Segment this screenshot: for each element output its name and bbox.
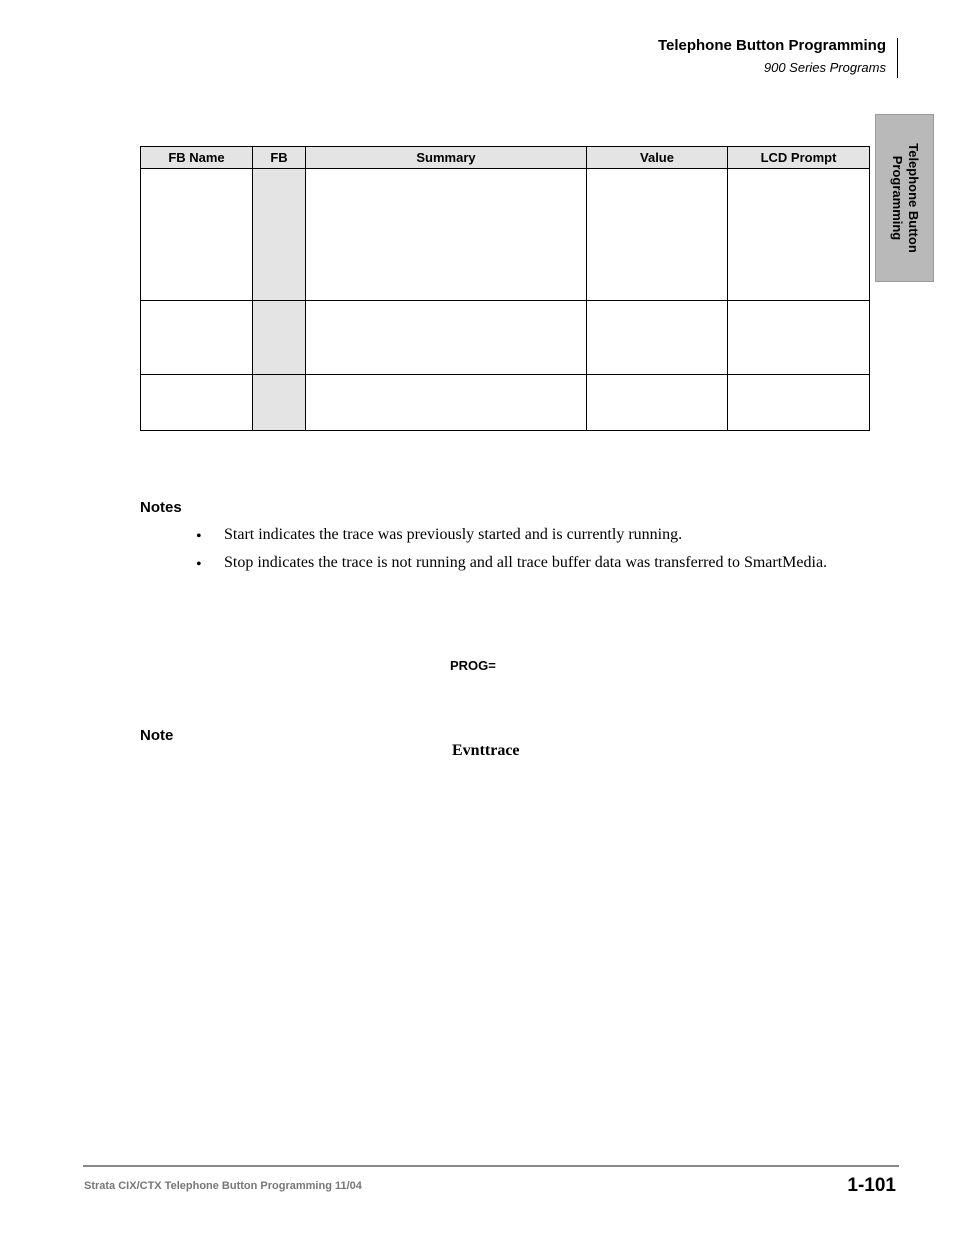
table-cell [253, 301, 306, 375]
table-cell [141, 301, 253, 375]
side-tab-line-2: Programming [889, 155, 905, 241]
table-cell [306, 169, 587, 301]
table-row [141, 375, 870, 431]
footer-text: Strata CIX/CTX Telephone Button Programming 11/04 [84, 1180, 362, 1192]
table-cell [253, 169, 306, 301]
table-cell [306, 301, 587, 375]
header-divider [897, 38, 898, 78]
table-cell [253, 375, 306, 431]
section-side-tab[interactable] [875, 114, 934, 282]
table-cell [587, 169, 728, 301]
column-header-summary: Summary [306, 147, 587, 169]
bullet-icon: • [196, 556, 202, 573]
table-cell [728, 169, 870, 301]
table-cell [141, 169, 253, 301]
prog-label: PROG= [450, 658, 496, 673]
column-header-fb-name: FB Name [141, 147, 253, 169]
page-number: 1-101 [847, 1175, 896, 1196]
table-row [141, 169, 870, 301]
note-keyword: Evnttrace [452, 742, 520, 759]
table-cell [728, 301, 870, 375]
column-header-value: Value [587, 147, 728, 169]
notes-item-stop: Stop indicates the trace is not running and all trace buffer data was transferred to SmartMedia. [224, 554, 828, 571]
side-tab-label [889, 143, 921, 253]
table-header-row [141, 147, 870, 169]
notes-item-start: Start indicates the trace was previously started and is currently running. [224, 526, 683, 543]
feature-button-table [140, 146, 870, 431]
header-title: Telephone Button Programming [657, 37, 886, 54]
table-cell [587, 301, 728, 375]
note-heading: Note [140, 727, 174, 744]
column-header-lcd-prompt: LCD Prompt [728, 147, 870, 169]
bullet-icon: • [196, 528, 202, 545]
table-row [141, 301, 870, 375]
side-tab-line-1: Telephone Button [905, 143, 921, 253]
table-cell [587, 375, 728, 431]
table-cell [728, 375, 870, 431]
table-cell [141, 375, 253, 431]
footer-divider [83, 1165, 899, 1167]
column-header-fb: FB [253, 147, 306, 169]
header-subtitle: 900 Series Programs [763, 60, 886, 75]
table-cell [306, 375, 587, 431]
notes-heading: Notes [140, 499, 182, 516]
